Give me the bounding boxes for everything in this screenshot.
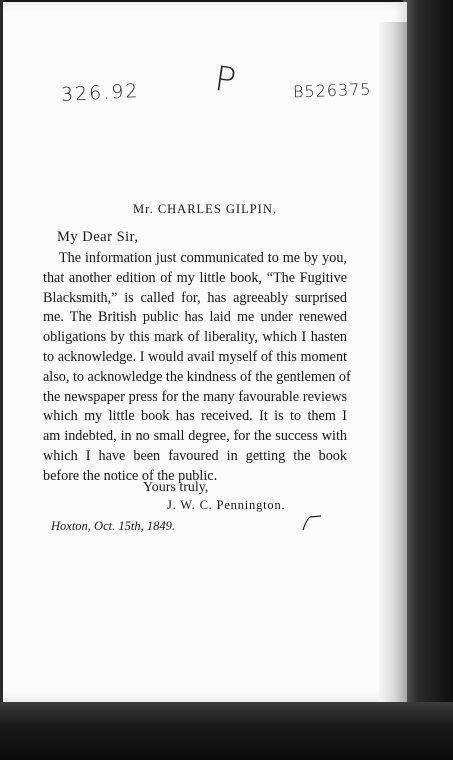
scan-edge-right — [403, 0, 453, 760]
body-line: before the notice of the public. — [43, 467, 218, 484]
body-line: that another edition of my little book, “The Fugitive — [43, 269, 347, 286]
letter-heading: Mr. CHARLES GILPIN, — [132, 202, 277, 216]
body-line: the newspaper press for the many favourable reviews — [43, 388, 347, 405]
page-fold-shadow — [379, 22, 407, 702]
body-line: The information just communicated to me by you, — [59, 250, 347, 266]
body-line: am indebted, in no small degree, for the success with — [43, 428, 347, 445]
body-line: which my little book has received. It is to them I — [43, 408, 347, 425]
body-line: also, to acknowledge the kindness of the gentlemen of — [43, 368, 351, 385]
handwritten-accession-number: B526375 — [292, 79, 372, 102]
body-line: me. The British public has laid me under renewed — [43, 309, 347, 326]
body-line: obligations by this mark of liberality, which I hasten — [43, 329, 347, 346]
letter-closing: Yours truly, — [143, 480, 209, 495]
letter-body — [43, 249, 351, 487]
body-line: Blacksmith,” is called for, has agreeably surprised — [43, 289, 347, 306]
body-line: which I have been favoured in getting the book — [43, 447, 347, 464]
pencil-mark-icon — [301, 514, 323, 532]
handwritten-letter: P — [212, 58, 239, 102]
scan-edge-bottom — [0, 702, 453, 760]
handwritten-call-number: 326.92 — [60, 79, 141, 107]
letter-signature: J. W. C. Pennington. — [167, 498, 286, 512]
letter-salutation: My Dear Sir, — [57, 229, 139, 245]
body-line: to acknowledge. I would avail myself of this moment — [43, 348, 347, 365]
letter-place-date: Hoxton, Oct. 15th, 1849. — [51, 519, 175, 533]
book-page — [3, 2, 407, 702]
